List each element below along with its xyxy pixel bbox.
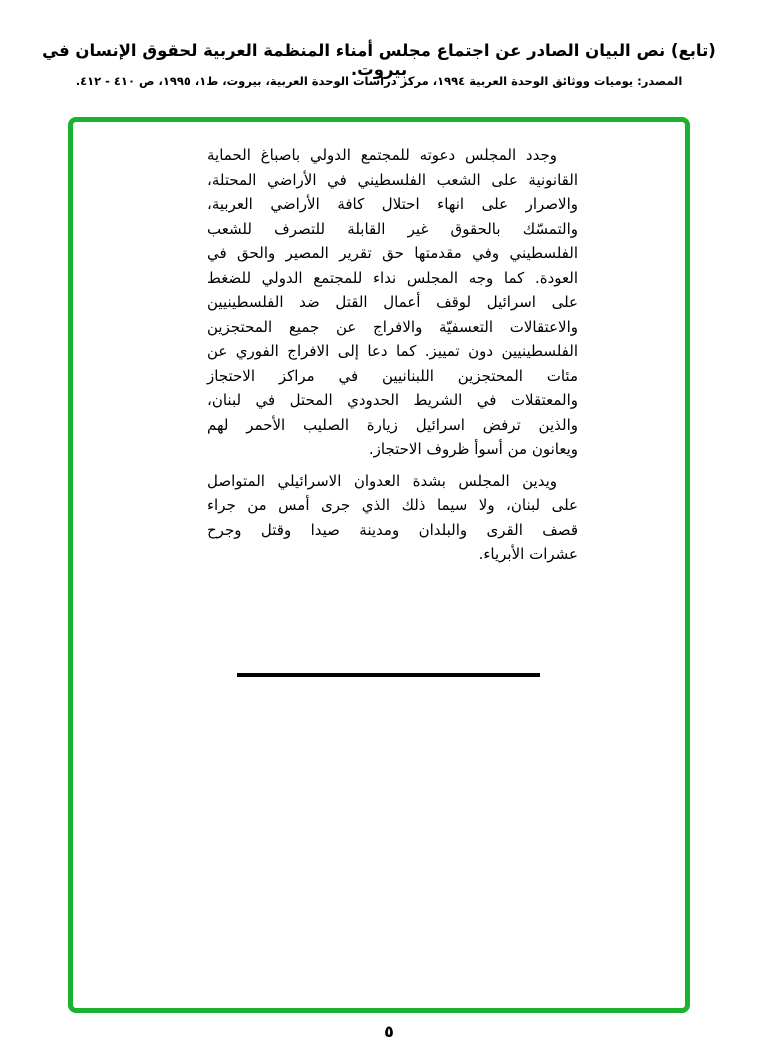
document-title: (تابع) نص البيان الصادر عن اجتماع مجلس أمناء المنظمة العربية لحقوق الإنسان في بيروت.: [42, 41, 716, 79]
statement-frame: [68, 117, 690, 1013]
text-line: والذين ترفض اسرائيل زيارة الصليب الأحمر لهم: [207, 415, 578, 434]
divider-rule: [237, 673, 540, 677]
text-line: عشرات الأبرياء.: [478, 545, 578, 563]
text-line: والاعتقالات التعسفيّة والافراج عن جميع المحتجزين: [207, 317, 578, 336]
text-line: وجدد المجلس دعوته للمجتمع الدولي باصباغ الحماية: [207, 146, 557, 164]
text-line: والاصرار على انهاء احتلال كافة الأراضي العربية،: [207, 195, 578, 213]
statement-paragraph-1: [207, 143, 578, 462]
statement-paragraph-2: [207, 469, 578, 567]
text-line: القانونية على الشعب الفلسطيني في الأراضي المحتلة،: [207, 170, 578, 189]
source-citation: المصدر: يوميات ووثائق الوحدة العربية ١٩٩٤، مركز دراسات الوحدة العربية، بيروت، ط١، ١٩٩٥، ص ٤١٠ - ٤١٢.: [75, 74, 683, 88]
text-line: على اسرائيل لوقف أعمال القتل ضد الفلسطينيين: [207, 293, 578, 311]
statement-text: [207, 143, 578, 567]
text-line: والمعتقلات في الشريط الحدودي المحتل في لبنان،: [207, 391, 578, 409]
page-number: ٥: [384, 1022, 394, 1041]
text-line: الفلسطينيين دون تمييز. كما دعا إلى الافراج الفوري عن: [207, 342, 578, 360]
text-line: والتمسّك بالحقوق غير القابلة للتصرف للشعب: [207, 219, 578, 238]
text-line: ويعانون من أسوأ ظروف الاحتجاز.: [368, 440, 578, 458]
text-line: مئات المحتجزين اللبنانيين في مراكز الاحتجاز: [207, 366, 578, 385]
text-line: العودة. كما وجه المجلس نداء للمجتمع الدولي للضغط: [207, 268, 578, 287]
text-line: قصف القرى والبلدان ومدينة صيدا وقتل وجرح: [207, 520, 578, 539]
text-line: ويدين المجلس بشدة العدوان الاسرائيلي المتواصل: [207, 471, 557, 490]
text-line: على لبنان، ولا سيما ذلك الذي جرى أمس من جراء: [207, 496, 578, 514]
text-line: الفلسطيني وفي مقدمتها حق تقرير المصير والحق في: [207, 244, 578, 262]
